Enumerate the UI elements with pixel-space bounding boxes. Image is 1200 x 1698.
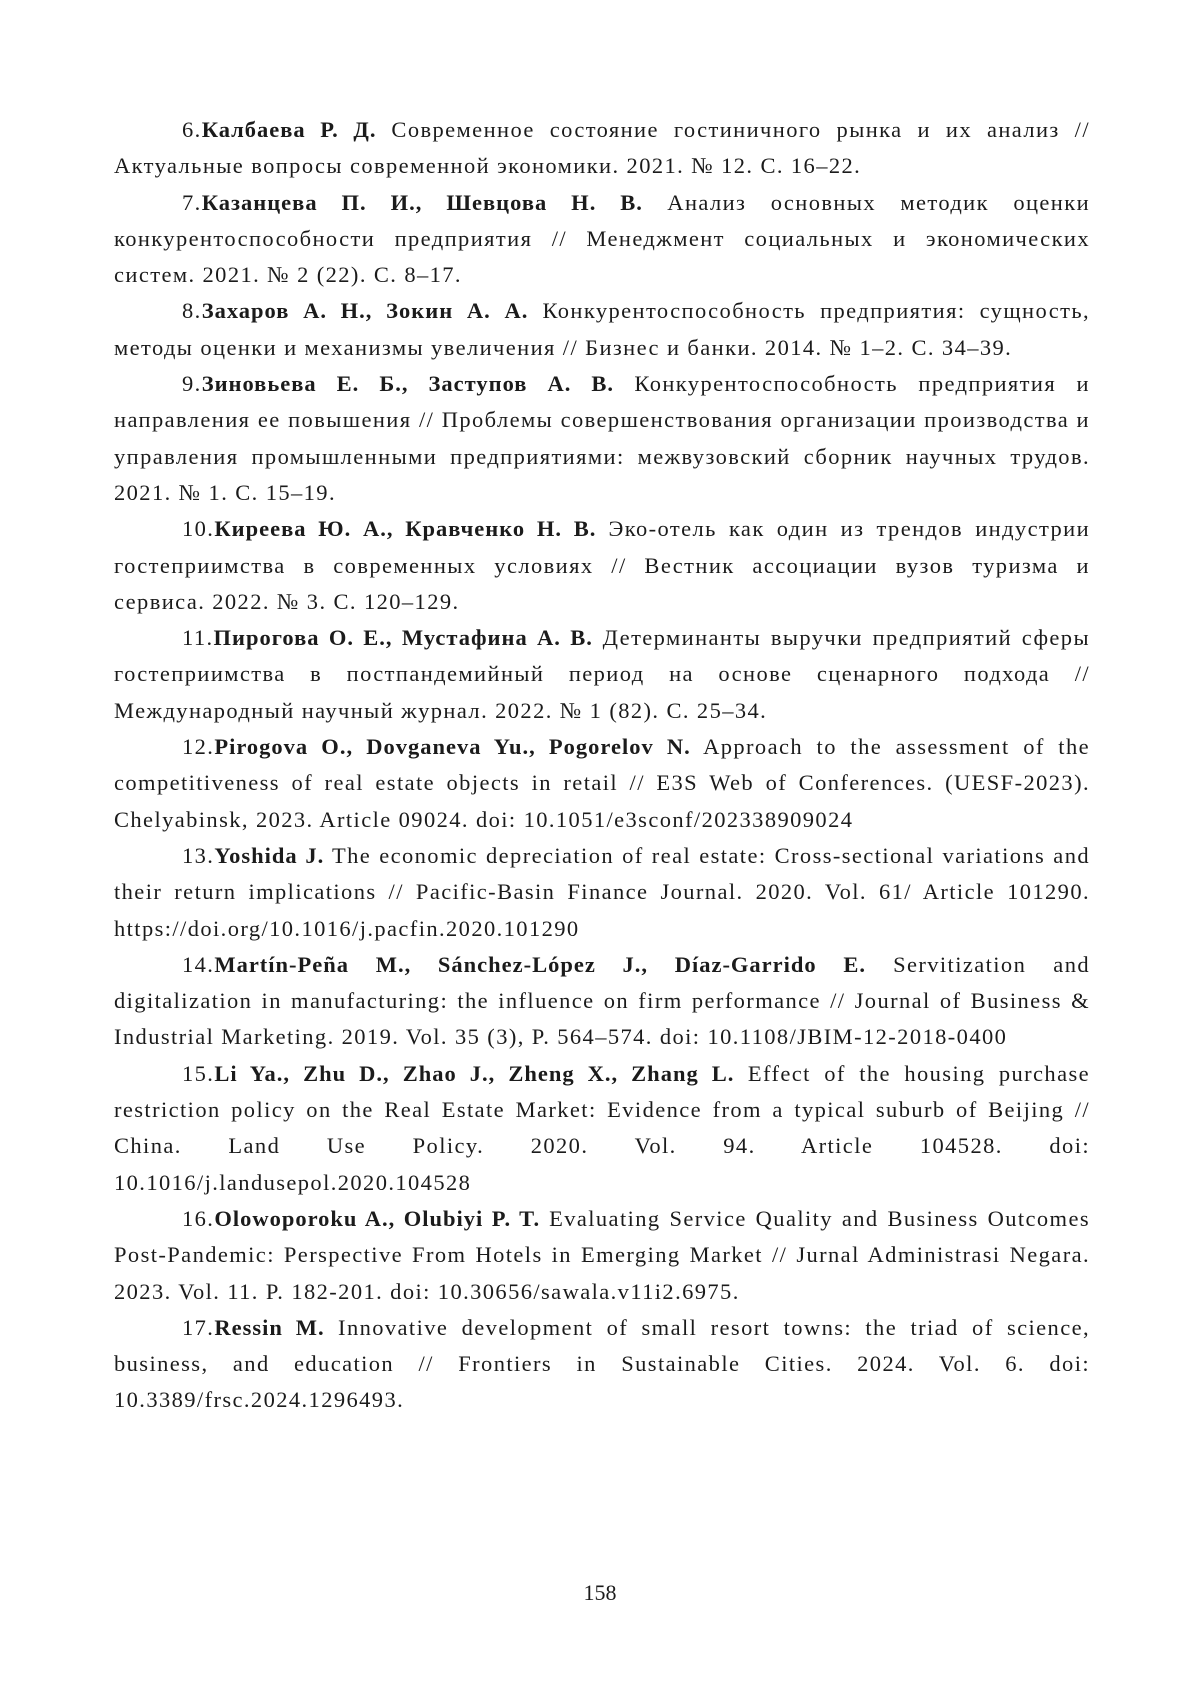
reference-authors: Зиновьева Е. Б., Заступов А. В. <box>201 371 614 397</box>
reference-authors: Киреева Ю. А., Кравченко Н. В. <box>214 516 597 542</box>
reference-item <box>114 1056 1090 1201</box>
reference-item <box>114 838 1090 947</box>
reference-text: Effect of the housing purchase restriction policy on the Real Estate Market: Evidence from a typical suburb of Beijing // China. Land Use Policy. 2020. Vol. 94. Article 104528. doi: 10.1016/j.landusepol.2020.104528 <box>114 1060 1091 1195</box>
reference-number: 14. <box>182 951 215 977</box>
reference-item <box>114 947 1090 1056</box>
reference-item <box>114 366 1090 511</box>
reference-number: 8. <box>182 298 202 324</box>
reference-item <box>114 112 1090 185</box>
reference-number: 12. <box>182 734 215 760</box>
reference-authors: Olowoporoku A., Olubiyi P. T. <box>214 1205 541 1231</box>
reference-item <box>114 729 1090 838</box>
reference-text: Servitization and digitalization in manufacturing: the influence on firm performance // Journal of Business & Industrial Marketing. 2019. Vol. 35 (3), P. 564–574. doi: 10.1108/JBIM-12-2018-0400 <box>114 951 1090 1050</box>
reference-number: 11. <box>182 625 214 651</box>
reference-number: 16. <box>182 1205 215 1231</box>
reference-text: Evaluating Service Quality and Business Outcomes Post-Pandemic: Perspective From Hotels in Emerging Market // Jurnal Administrasi Negara. 2023. Vol. 11. P. 182-201. doi: 10.30656/sawala.v11i2.6975. <box>114 1205 1090 1304</box>
reference-item <box>114 1201 1090 1310</box>
reference-authors: Pirogova O., Dovganeva Yu., Pogorelov N. <box>214 734 691 760</box>
reference-authors: Martín-Peña M., Sánchez-López J., Díaz-Garrido E. <box>214 951 866 977</box>
reference-text: Innovative development of small resort towns: the triad of science, business, and education // Frontiers in Sustainable Cities. 2024. Vol. 6. doi: 10.3389/frsc.2024.1296493. <box>114 1314 1091 1413</box>
reference-authors: Калбаева Р. Д. <box>201 117 377 142</box>
reference-authors: Казанцева П. И., Шевцова Н. В. <box>201 189 643 215</box>
reference-text: Современное состояние гостиничного рынка и их анализ // Актуальные вопросы современной экономики. 2021. № 12. С. 16–22. <box>114 117 1090 179</box>
reference-text: Approach to the assessment of the competitiveness of real estate objects in retail // E3S Web of Conferences. (UESF-2023). Chelyabinsk, 2023. Article 09024. doi: 10.1051/e3sconf/202338909024 <box>114 734 1090 832</box>
reference-text: Эко-отель как один из трендов индустрии гостеприимства в современных условиях // Вестник ассоциации вузов туризма и сервиса. 2022. № 3. С. 120–129. <box>114 516 1091 614</box>
reference-authors: Li Ya., Zhu D., Zhao J., Zheng X., Zhang L. <box>214 1060 735 1086</box>
reference-text: Детерминанты выручки предприятий сферы гостеприимства в постпандемийный период на основе сценарного подхода // Международный научный журнал. 2022. № 1 (82). С. 25–34. <box>114 625 1090 723</box>
reference-item <box>114 185 1090 294</box>
reference-list <box>114 112 1090 1419</box>
reference-text: Конкурентоспособность предприятия: сущность, методы оценки и механизмы увеличения // Бизнес и банки. 2014. № 1–2. С. 34–39. <box>114 298 1091 360</box>
reference-authors: Захаров А. Н., Зокин А. А. <box>201 298 529 324</box>
reference-authors: Пирогова О. Е., Мустафина А. В. <box>213 625 593 651</box>
reference-item <box>114 620 1090 729</box>
reference-number: 13. <box>182 842 215 868</box>
page-number: 158 <box>583 1580 617 1605</box>
reference-text: Анализ основных методик оценки конкурентоспособности предприятия // Менеджмент социальных и экономических систем. 2021. № 2 (22). С. 8–17. <box>114 189 1091 288</box>
reference-number: 9. <box>182 371 202 397</box>
reference-item <box>114 293 1090 366</box>
reference-authors: Yoshida J. <box>214 842 325 868</box>
reference-number: 7. <box>182 189 202 215</box>
reference-authors: Ressin M. <box>214 1314 325 1340</box>
reference-item <box>114 1310 1090 1419</box>
reference-text: Конкурентоспособность предприятия и направления ее повышения // Проблемы совершенствования организации производства и управления промышленными предприятиями: межвузовский сборник научных трудов. 2021. № 1. С. 15–19. <box>114 371 1090 505</box>
reference-item <box>114 511 1090 620</box>
reference-text: The economic depreciation of real estate: Cross-sectional variations and their return implications // Pacific-Basin Finance Journal. 2020. Vol. 61/ Article 101290. https://doi.org/10.1016/j.pacfin.2020.101290 <box>114 842 1090 941</box>
reference-number: 17. <box>182 1314 215 1340</box>
reference-number: 6. <box>182 117 202 142</box>
reference-number: 10. <box>182 516 215 542</box>
reference-number: 15. <box>182 1060 215 1086</box>
